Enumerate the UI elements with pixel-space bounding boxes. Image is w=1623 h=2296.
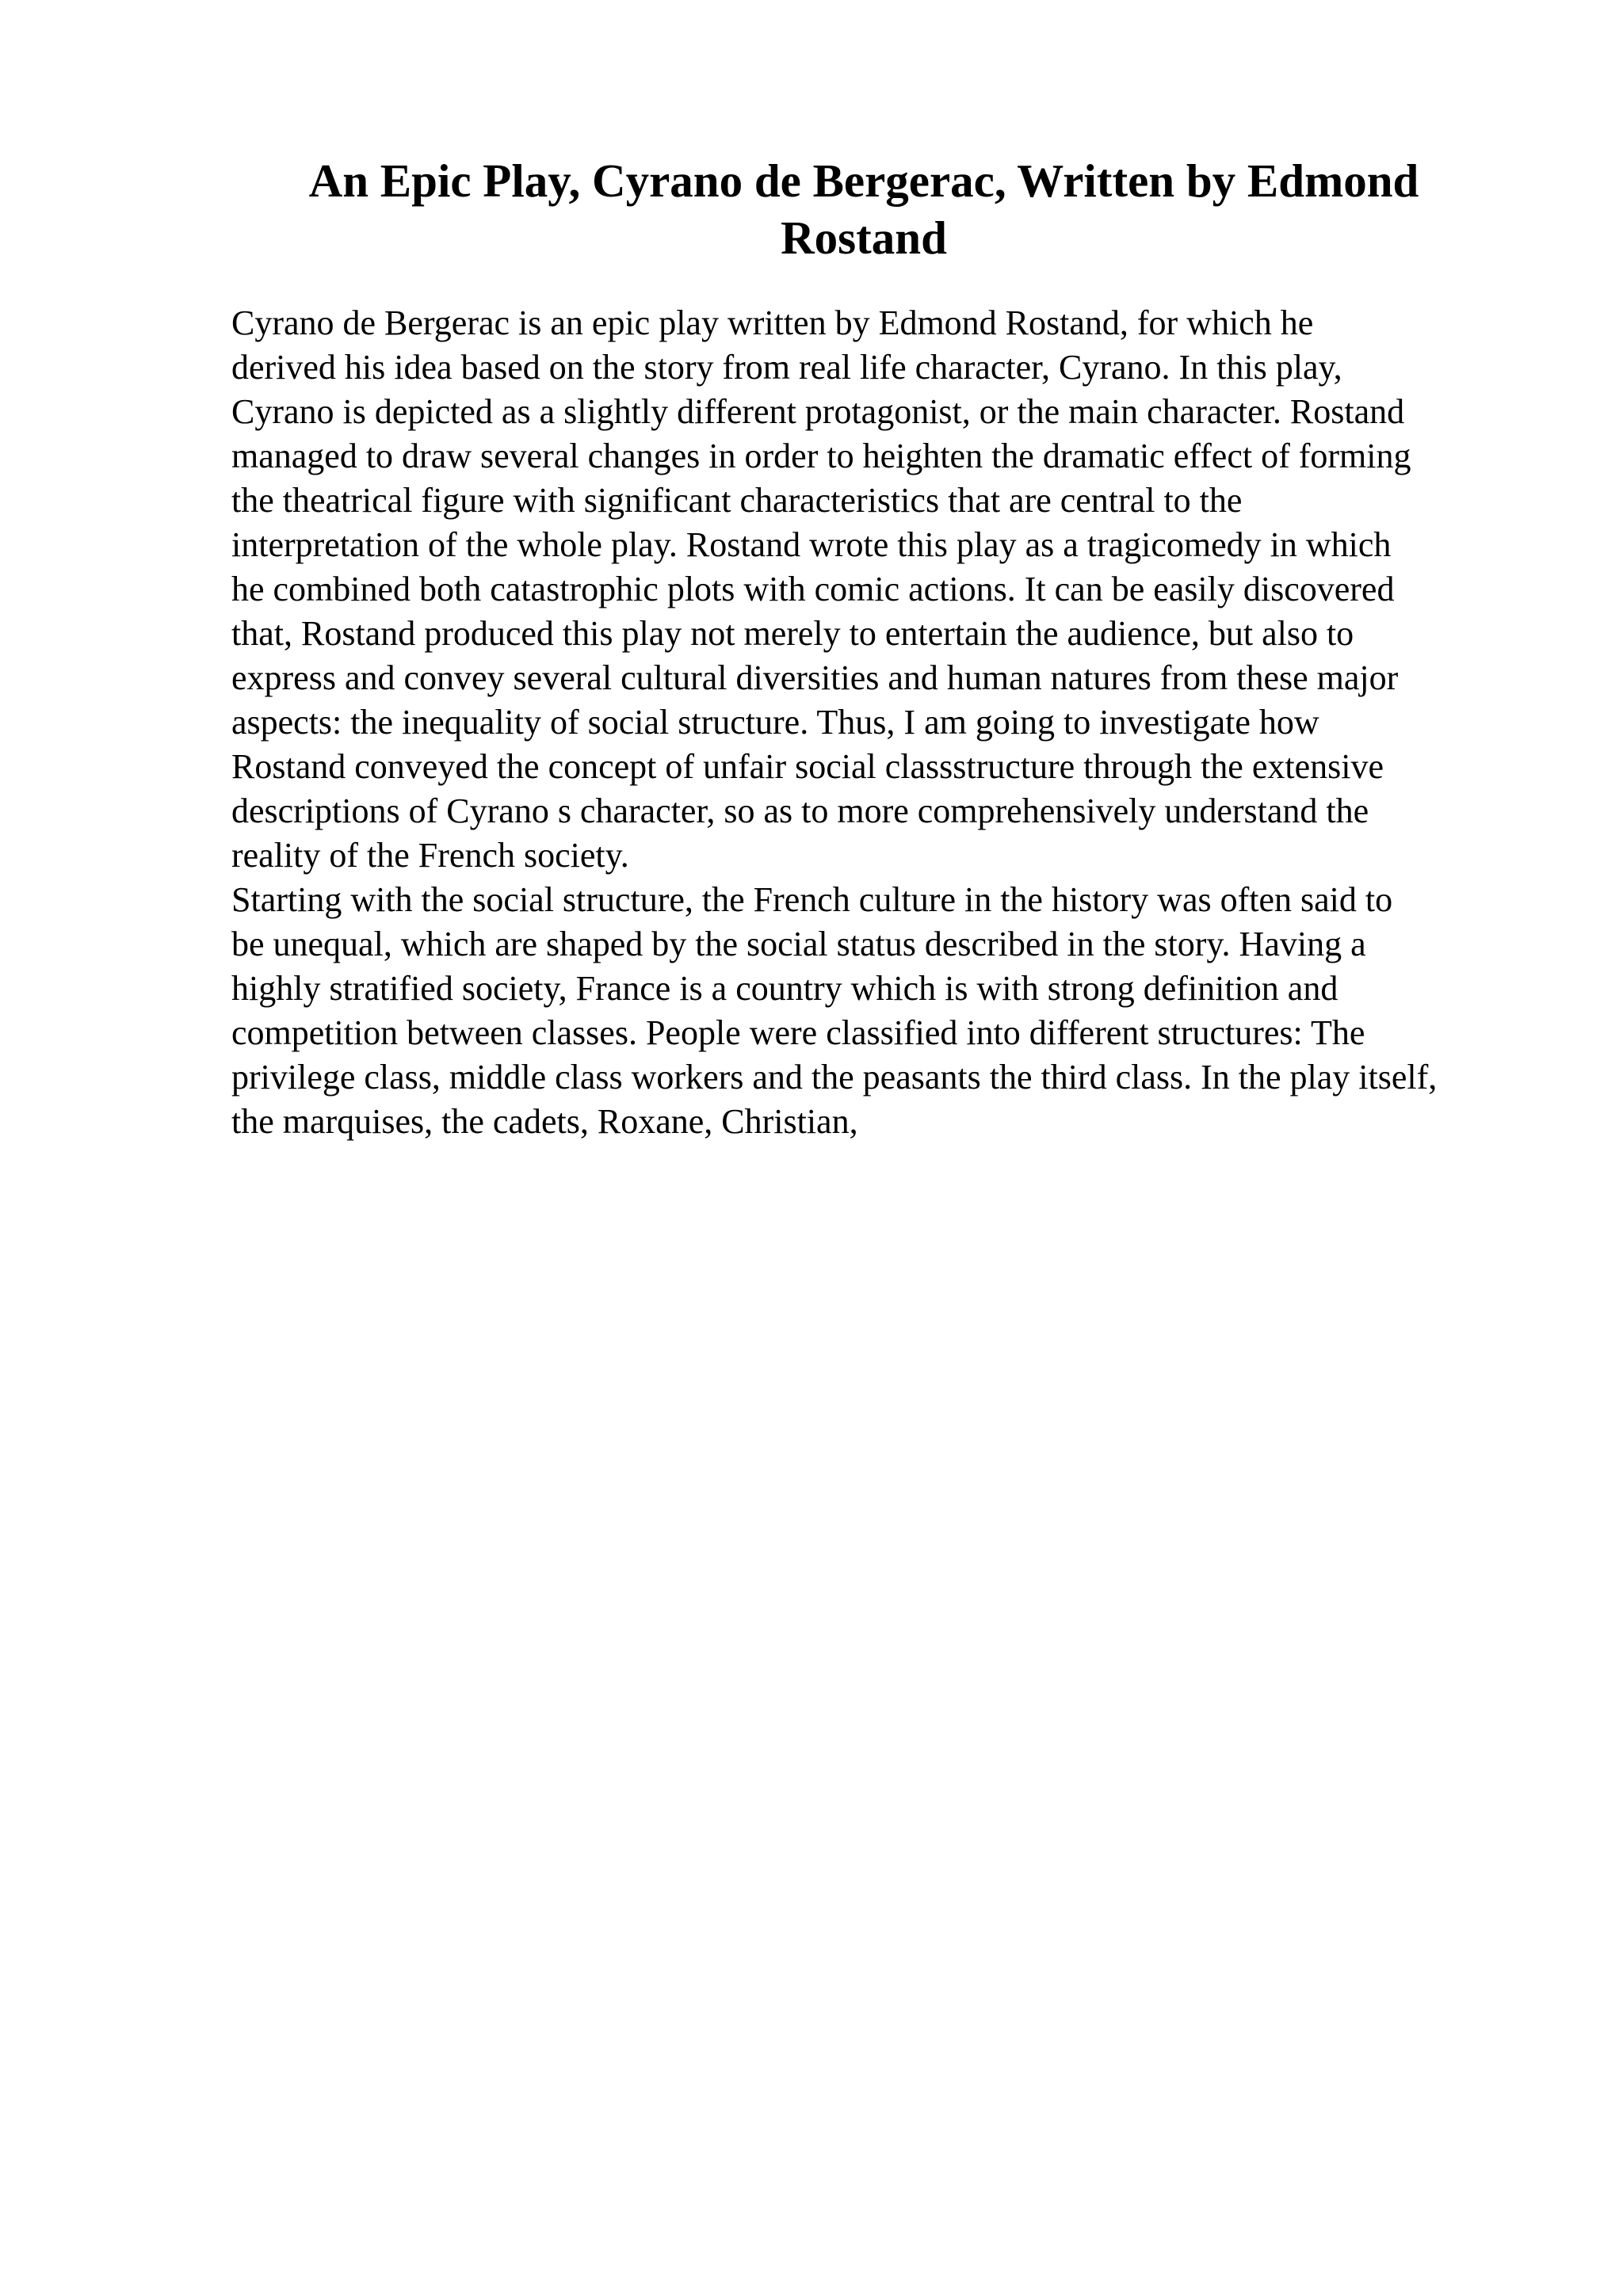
paragraph-1 [231,301,1579,878]
text-line: derived his idea based on the story from real life character, Cyrano. In this play, [231,348,1342,387]
text-line: privilege class, middle class workers and the peasants the third class. In the play itself, [231,1058,1438,1097]
text-line: Cyrano de Bergerac is an epic play written by Edmond Rostand, for which he [231,303,1314,342]
text-line: interpretation of the whole play. Rostand wrote this play as a tragicomedy in which [231,525,1392,564]
text-line: be unequal, which are shaped by the social status described in the story. Having a [231,925,1366,963]
text-line: competition between classes. People were classified into different structures: The [231,1013,1365,1052]
text-line: managed to draw several changes in order to heighten the dramatic effect of forming [231,437,1411,475]
title-line-2: Rostand [781,212,947,264]
text-line: the theatrical figure with significant characteristics that are central to the [231,481,1243,520]
title-line-1: An Epic Play, Cyrano de Bergerac, Written by Edmond [308,154,1419,207]
paragraph-2 [231,878,1579,1144]
text-line: descriptions of Cyrano s character, so as to more comprehensively understand the [231,791,1369,830]
text-line: express and convey several cultural diversities and human natures from these major [231,658,1399,697]
text-line: he combined both catastrophic plots with comic actions. It can be easily discovered [231,570,1395,608]
text-line: that, Rostand produced this play not merely to entertain the audience, but also to [231,614,1354,653]
text-line: Rostand conveyed the concept of unfair social classstructure through the extensive [231,747,1384,786]
text-line: highly stratified society, France is a country which is with strong definition and [231,969,1338,1008]
document-title [230,152,1498,266]
text-line: the marquises, the cadets, Roxane, Christian, [231,1102,858,1141]
text-line: Cyrano is depicted as a slightly different protagonist, or the main character. Rostand [231,392,1405,431]
text-line: reality of the French society. [231,836,629,875]
document-body [231,301,1579,1144]
text-line: Starting with the social structure, the French culture in the history was often said to [231,880,1393,919]
text-line: aspects: the inequality of social structure. Thus, I am going to investigate how [231,703,1319,742]
